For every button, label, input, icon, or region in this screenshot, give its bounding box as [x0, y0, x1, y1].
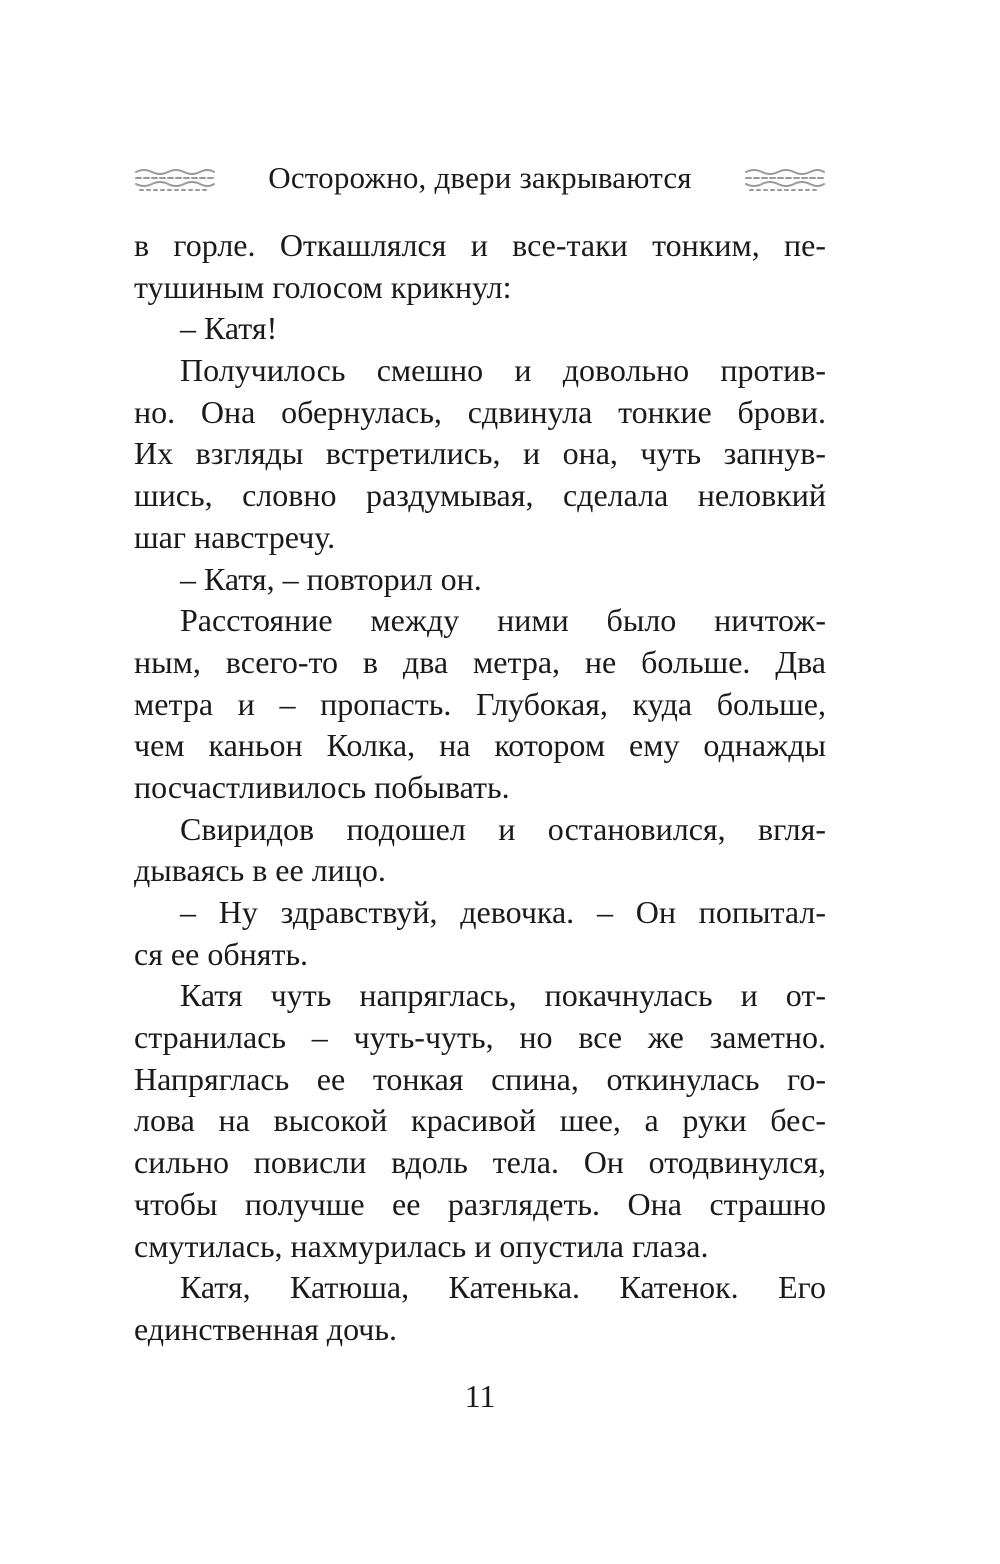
body-text: [134, 225, 826, 1351]
text-line: тушиным голосом крикнул:: [134, 268, 512, 305]
text-line: смутилась, нахмурилась и опустила глаза.: [134, 1227, 709, 1264]
text-line: чтобы получше ее разглядеть. Она страшно: [134, 1185, 826, 1222]
text-line: но. Она обернулась, сдвинула тонкие брови.: [134, 393, 826, 430]
page-number: 11: [464, 1378, 496, 1414]
left-ornament-icon: [134, 163, 216, 193]
text-line: Их взгляды встретились, и она, чуть запнув-: [134, 435, 826, 472]
text-line: сильно повисли вдоль тела. Он отодвинулся,: [134, 1144, 826, 1181]
text-line: Расстояние между ними было ничтож-: [180, 602, 826, 639]
text-line: посчастливилось побывать.: [134, 768, 510, 805]
text-line: шаг навстречу.: [134, 518, 336, 555]
text-line: ся ее обнять.: [134, 935, 309, 972]
text-line: шись, словно раздумывая, сделала неловкий: [134, 477, 826, 514]
right-ornament-icon: [744, 163, 826, 193]
text-line: в горле. Откашлялся и все-таки тонким, пе-: [134, 227, 826, 263]
text-line: чем каньон Колка, на котором ему однажды: [134, 727, 826, 764]
text-line: Катя чуть напряглась, покачнулась и от-: [180, 977, 826, 1014]
text-line: лова на высокой красивой шее, а руки бес-: [134, 1102, 826, 1139]
text-line: Напряглась ее тонкая спина, откинулась го-: [134, 1060, 826, 1097]
text-line: странилась – чуть-чуть, но все же заметно.: [134, 1019, 826, 1056]
text-line: – Катя, – повторил он.: [180, 560, 482, 597]
text-line: – Ну здравствуй, девочка. – Он попытал-: [180, 894, 826, 930]
text-line: Катя, Катюша, Катенька. Катенок. Его: [180, 1269, 826, 1306]
text-line: Получилось смешно и довольно против-: [180, 352, 826, 389]
text-line: единственная дочь.: [134, 1310, 397, 1347]
text-line: метра и – пропасть. Глубокая, куда больше,: [134, 685, 826, 722]
text-line: Свиридов подошел и остановился, вгля-: [180, 810, 826, 847]
running-header: [134, 152, 826, 204]
text-line: дываясь в ее лицо.: [134, 852, 386, 889]
running-title: Осторожно, двери закрываются: [268, 160, 692, 195]
text-line: ным, всего-то в два метра, не больше. Два: [134, 643, 826, 680]
text-line: – Катя!: [180, 310, 278, 347]
